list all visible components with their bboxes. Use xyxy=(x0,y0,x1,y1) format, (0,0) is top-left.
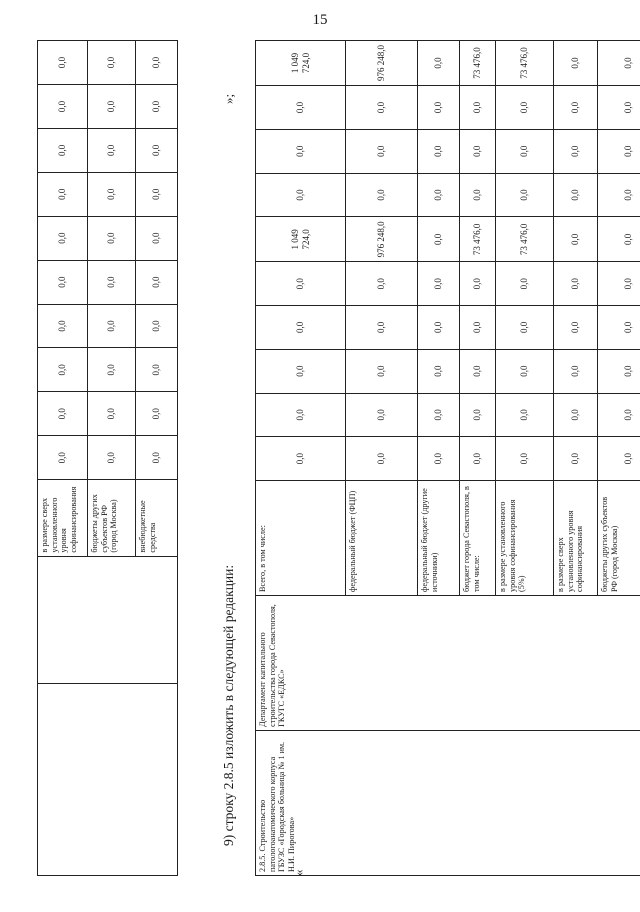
value-cell: 0,0 xyxy=(88,348,136,392)
empty-executor-cell xyxy=(38,556,178,684)
value-cell: 0,0 xyxy=(460,437,496,481)
value-cell: 0,0 xyxy=(554,173,598,217)
top-continuation-table xyxy=(37,40,178,876)
value-cell: 976 248,0 xyxy=(346,217,418,262)
bottom-table-body xyxy=(256,41,640,876)
value-cell: 0,0 xyxy=(554,262,598,306)
value-cell: 0,0 xyxy=(418,217,460,262)
value-cell: 0,0 xyxy=(88,128,136,172)
value-cell: 0,0 xyxy=(38,216,88,260)
value-cell: 0,0 xyxy=(496,437,554,481)
value-cell: 0,0 xyxy=(136,128,178,172)
value-cell: 0,0 xyxy=(554,129,598,173)
value-cell: 1 049 724,0 xyxy=(256,217,346,262)
closing-quote: »; xyxy=(221,93,236,104)
value-cell: 0,0 xyxy=(256,86,346,130)
value-cell: 0,0 xyxy=(256,349,346,393)
value-cell: 0,0 xyxy=(136,172,178,216)
value-cell: 0,0 xyxy=(38,84,88,128)
value-cell: 0,0 xyxy=(418,262,460,306)
value-cell: 0,0 xyxy=(38,392,88,436)
table-row xyxy=(38,41,88,876)
value-cell: 0,0 xyxy=(88,436,136,480)
table-row xyxy=(256,41,346,876)
value-cell: 0,0 xyxy=(88,84,136,128)
value-cell: 0,0 xyxy=(418,349,460,393)
opening-quote: « xyxy=(291,869,306,876)
value-cell: 0,0 xyxy=(136,348,178,392)
value-cell: 0,0 xyxy=(88,392,136,436)
source-label: федеральный бюджет (другие источники) xyxy=(418,480,460,595)
value-cell: 0,0 xyxy=(136,392,178,436)
value-cell: 0,0 xyxy=(88,172,136,216)
page-number: 15 xyxy=(312,12,328,28)
value-cell: 0,0 xyxy=(136,436,178,480)
value-cell: 0,0 xyxy=(418,86,460,130)
value-cell: 0,0 xyxy=(136,304,178,348)
value-cell: 0,0 xyxy=(460,262,496,306)
value-cell: 0,0 xyxy=(460,86,496,130)
amendment-instruction: 9) строку 2.8.5 изложить в следующей редакции: xyxy=(221,564,236,846)
top-table-body xyxy=(38,41,178,876)
value-cell: 0,0 xyxy=(554,393,598,437)
value-cell: 73 476,0 xyxy=(460,217,496,262)
value-cell: 0,0 xyxy=(418,393,460,437)
value-cell: 0,0 xyxy=(346,129,418,173)
value-cell: 0,0 xyxy=(38,260,88,304)
value-cell: 0,0 xyxy=(598,437,640,481)
value-cell: 0,0 xyxy=(88,304,136,348)
value-cell: 0,0 xyxy=(418,306,460,350)
value-cell: 0,0 xyxy=(598,393,640,437)
source-label: в размере установленного уровня софинансирования (5%) xyxy=(496,480,554,595)
source-label: бюджеты других субъектов РФ (город Москва) xyxy=(598,480,640,595)
value-cell: 0,0 xyxy=(460,306,496,350)
value-cell: 0,0 xyxy=(496,129,554,173)
rotated-landscape-content xyxy=(37,40,634,876)
value-cell: 0,0 xyxy=(460,393,496,437)
value-cell: 0,0 xyxy=(38,348,88,392)
value-cell: 0,0 xyxy=(256,173,346,217)
source-label: федеральный бюджет (ФЦП) xyxy=(346,480,418,595)
value-cell: 0,0 xyxy=(554,349,598,393)
value-cell: 0,0 xyxy=(136,260,178,304)
value-cell: 0,0 xyxy=(346,306,418,350)
value-cell: 0,0 xyxy=(496,86,554,130)
value-cell: 0,0 xyxy=(598,306,640,350)
value-cell: 0,0 xyxy=(554,306,598,350)
executor-cell: Департамент капитального строительства города Севастополя, ГКУГС «ЕДКС» xyxy=(256,595,640,730)
amended-row-table xyxy=(255,40,640,876)
value-cell: 0,0 xyxy=(256,262,346,306)
item-name-cell: 2.8.5. Строительство патологоанатомического корпуса ГБУЗС «Городская больница № 1 им. Н.И. Пирогова» xyxy=(256,730,640,875)
value-cell: 0,0 xyxy=(136,41,178,85)
value-cell: 0,0 xyxy=(136,84,178,128)
value-cell: 0,0 xyxy=(496,349,554,393)
value-cell: 0,0 xyxy=(256,437,346,481)
value-cell: 0,0 xyxy=(598,129,640,173)
value-cell: 73 476,0 xyxy=(460,41,496,86)
value-cell: 0,0 xyxy=(346,173,418,217)
value-cell: 0,0 xyxy=(418,129,460,173)
value-cell: 0,0 xyxy=(460,173,496,217)
value-cell: 0,0 xyxy=(598,173,640,217)
source-label: Всего, в том числе: xyxy=(256,480,346,595)
value-cell: 0,0 xyxy=(88,260,136,304)
value-cell: 0,0 xyxy=(38,172,88,216)
value-cell: 0,0 xyxy=(554,217,598,262)
value-cell: 0,0 xyxy=(460,129,496,173)
value-cell: 0,0 xyxy=(598,217,640,262)
value-cell: 0,0 xyxy=(88,41,136,85)
value-cell: 0,0 xyxy=(88,216,136,260)
value-cell: 0,0 xyxy=(38,41,88,85)
value-cell: 0,0 xyxy=(554,86,598,130)
value-cell: 0,0 xyxy=(346,262,418,306)
value-cell: 0,0 xyxy=(256,306,346,350)
source-label: бюджеты других субъектов РФ (город Москва) xyxy=(88,480,136,556)
value-cell: 0,0 xyxy=(256,393,346,437)
value-cell: 0,0 xyxy=(38,436,88,480)
value-cell: 0,0 xyxy=(598,41,640,86)
source-label: в размере сверх установленного уровня софинансирования xyxy=(38,480,88,556)
value-cell: 0,0 xyxy=(598,349,640,393)
value-cell: 0,0 xyxy=(496,306,554,350)
value-cell: 0,0 xyxy=(496,262,554,306)
value-cell: 0,0 xyxy=(136,216,178,260)
value-cell: 0,0 xyxy=(554,41,598,86)
value-cell: 0,0 xyxy=(418,41,460,86)
value-cell: 0,0 xyxy=(460,349,496,393)
value-cell: 0,0 xyxy=(256,129,346,173)
source-label: в размере сверх установленного уровня софинансирования xyxy=(554,480,598,595)
empty-item-cell xyxy=(38,684,178,876)
value-cell: 0,0 xyxy=(346,437,418,481)
value-cell: 0,0 xyxy=(38,128,88,172)
value-cell: 0,0 xyxy=(554,437,598,481)
value-cell: 0,0 xyxy=(598,86,640,130)
value-cell: 976 248,0 xyxy=(346,41,418,86)
value-cell: 0,0 xyxy=(346,86,418,130)
value-cell: 0,0 xyxy=(598,262,640,306)
value-cell: 0,0 xyxy=(346,349,418,393)
source-label: бюджет города Севастополя, в том числе: xyxy=(460,480,496,595)
value-cell: 0,0 xyxy=(496,173,554,217)
source-label: внебюджетные средства xyxy=(136,480,178,556)
value-cell: 0,0 xyxy=(38,304,88,348)
value-cell: 1 049 724,0 xyxy=(256,41,346,86)
value-cell: 73 476,0 xyxy=(496,41,554,86)
value-cell: 0,0 xyxy=(496,393,554,437)
value-cell: 73 476,0 xyxy=(496,217,554,262)
value-cell: 0,0 xyxy=(346,393,418,437)
value-cell: 0,0 xyxy=(418,173,460,217)
value-cell: 0,0 xyxy=(418,437,460,481)
